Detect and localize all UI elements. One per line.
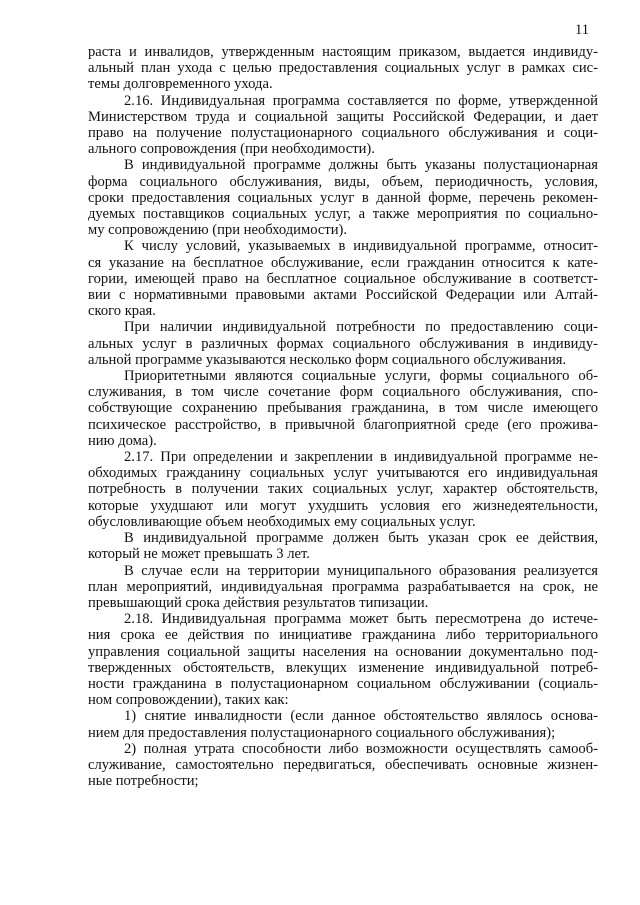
paragraph-line: 2) полная утрата способности либо возможности осуществлять самооб- [124,740,598,757]
paragraph-line: К числу условий, указываемых в индивидуальной программе, относит- [124,238,598,255]
paragraph [88,44,598,93]
paragraph-line: альных услуг в различных формах социального обслуживания в индивиду- [88,335,598,352]
paragraph-line: собствующие сохранению пребывания гражданина, в том числе имеющего [88,400,598,417]
paragraph-line: Приоритетными являются социальные услуги, формы социального об- [124,368,598,385]
paragraph-line: которые ухудшают или могут ухудшить условия его жизнедеятельности, [88,497,598,514]
paragraph-line: право на получение полустационарного социального обслуживания и соци- [88,125,598,142]
paragraph-line: обходимых гражданину социальных услуг учитываются его индивидуальная [88,465,598,482]
paragraph-line: ального сопровождения (при необходимости). [88,141,375,158]
paragraph [88,368,598,449]
paragraph-line: ные потребности; [88,773,199,790]
paragraph-line: альной программе указываются несколько форм социального обслуживания. [88,351,567,368]
paragraph-line: служивание, самостоятельно передвигаться, обеспечивать основные жизнен- [88,756,598,773]
paragraph-line: ности гражданина в полустационарном социальном обслуживании (социаль- [88,675,598,692]
paragraph-line: сроки предоставления социальных услуг в данной форме, перечень рекомен- [88,189,598,206]
paragraph-line: психическое расстройство, в привычной благоприятной среде (его прожива- [88,416,598,433]
paragraph [88,93,598,158]
paragraph-line: служивания, в том числе сочетание форм социального обслуживания, спо- [88,384,598,401]
paragraph [88,530,598,562]
paragraph-line: вии с нормативными правовыми актами Российской Федерации или Алтай- [88,287,598,304]
paragraph-line: темы долговременного ухода. [88,76,273,93]
paragraph-line: В индивидуальной программе должен быть указан срок ее действия, [124,530,598,547]
paragraph [88,319,598,368]
paragraph-line: управления социальной защиты населения на основании документально под- [88,643,598,660]
paragraph-line: форма социального обслуживания, виды, объем, периодичность, условия, [88,173,598,190]
paragraph-line: му сопровождению (при необходимости). [88,222,348,239]
paragraph-line: план мероприятий, индивидуальная программа разрабатывается на срок, не [88,578,598,595]
paragraph-line: дуемых поставщиков социальных услуг, а также мероприятия по социально- [88,206,598,223]
paragraph [88,449,598,530]
paragraph-line: В индивидуальной программе должны быть указаны полустационарная [124,157,598,174]
paragraph-line: Министерством труда и социальной защиты Российской Федерации, и дает [88,108,598,125]
paragraph-line: твержденных обстоятельств, влекущих изменение индивидуальной потреб- [88,659,598,676]
paragraph-line: 2.17. При определении и закреплении в индивидуальной программе не- [124,449,598,466]
paragraph-line: превышающий срока действия результатов типизации. [88,594,429,611]
paragraph [88,157,598,238]
paragraph-line: ном сопровождении), таких как: [88,692,289,709]
paragraph-line: нием для предоставления полустационарного социального обслуживания); [88,724,556,741]
paragraph-line: альный план ухода с целью предоставления социальных услуг в рамках сис- [88,60,598,77]
paragraph-line: ния срока ее действия по инициативе гражданина либо территориального [88,627,598,644]
paragraph-line: который не может превышать 3 лет. [88,546,310,563]
page-number: 11 [575,22,589,38]
paragraph-line: обусловливающие объем необходимых ему социальных услуг. [88,513,476,530]
paragraph [88,611,598,708]
paragraph [88,708,598,740]
paragraph-line: 2.16. Индивидуальная программа составляется по форме, утвержденной [124,92,598,109]
paragraph-line: раста и инвалидов, утвержденным настоящим приказом, выдается индивиду- [88,44,598,60]
paragraph [88,741,598,790]
paragraph-line: гории, имеющей право на бесплатное социальное обслуживание в соответст- [88,270,598,287]
paragraph-line: нию дома). [88,432,157,449]
document-body [88,44,598,789]
paragraph-line: В случае если на территории муниципального образования реализуется [124,562,598,579]
paragraph [88,238,598,319]
paragraph-line: 2.18. Индивидуальная программа может быть пересмотрена до истече- [124,611,598,628]
paragraph [88,563,598,612]
paragraph-line: 1) снятие инвалидности (если данное обстоятельство являлось основа- [124,708,598,725]
paragraph-line: ского края. [88,303,156,320]
paragraph-line: потребность в получении таких социальных услуг, характер обстоятельств, [88,481,598,498]
paragraph-line: При наличии индивидуальной потребности по предоставлению соци- [124,319,598,336]
paragraph-line: ся указание на бесплатное обслуживание, если гражданин относится к кате- [88,254,598,271]
